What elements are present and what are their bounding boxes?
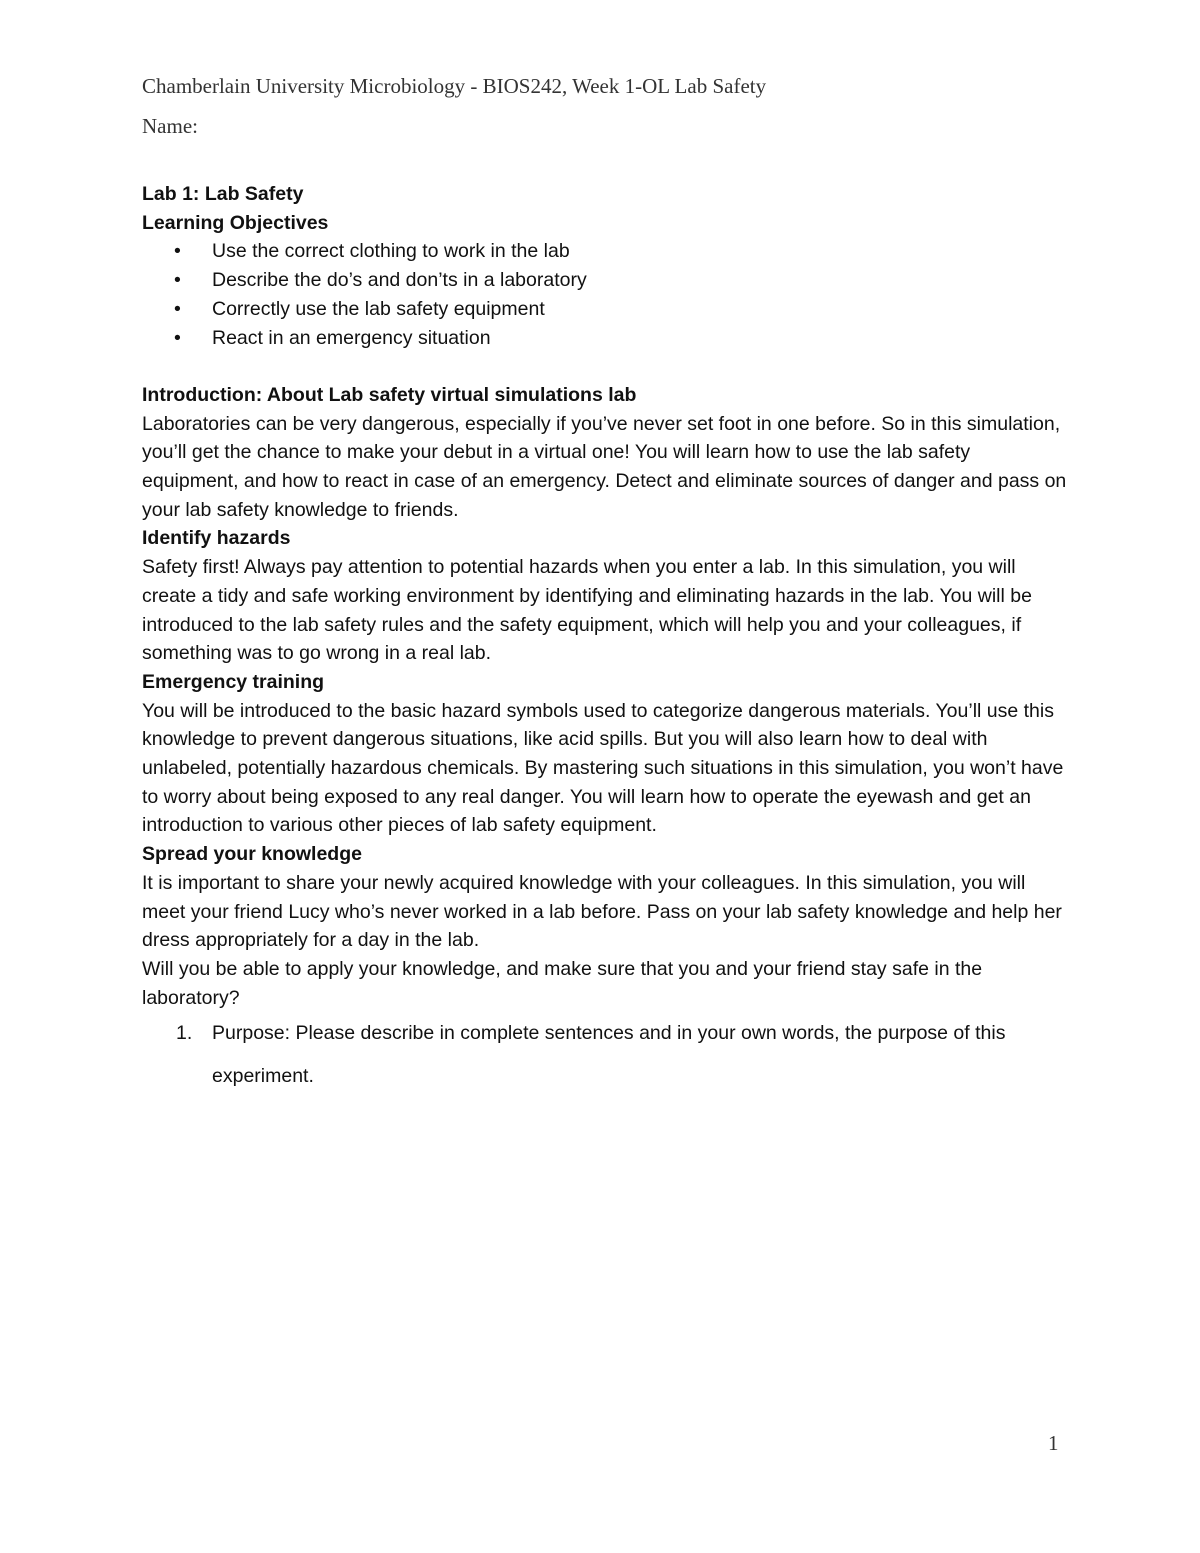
question-text: Purpose: Please describe in complete sentences and in your own words, the purpose of this experiment. [212,1022,1006,1088]
bullet-icon: • [174,297,181,320]
questions-list [142,1012,1072,1098]
objectives-list [142,237,1072,352]
intro-heading: Introduction: About Lab safety virtual simulations lab [142,383,637,406]
document-body [142,180,1072,1098]
bullet-icon: • [174,240,181,263]
list-item: • Use the correct clothing to work in the lab [142,237,1072,266]
list-item: • Correctly use the lab safety equipment [142,295,1072,324]
bullet-icon: • [174,269,181,292]
spread-paragraph: It is important to share your newly acquired knowledge with your colleagues. In this simulation, you will meet your friend Lucy who’s never worked in a lab before. Pass on your lab safety knowledge and help her dress appropriately for a day in the lab. [142,871,1062,952]
name-label: Name: [142,114,198,138]
document-title: Lab 1: Lab Safety [142,183,304,205]
question-number: 1. [176,1022,193,1045]
question-item [142,1012,1072,1098]
bullet-icon: • [174,326,181,349]
hazards-paragraph: Safety first! Always pay attention to potential hazards when you enter a lab. In this simulation, you will create a tidy and safe working environment by identifying and eliminating hazards in the lab. You will be introduced to the lab safety rules and the safety equipment, which will help you and your colleagues, if something was to go wrong in a real lab. [142,556,1032,665]
intro-paragraph: Laboratories can be very dangerous, especially if you’ve never set foot in one before. So in this simulation, you’ll get the chance to make your debut in a virtual one! You will learn how to use the lab safety equipment, and how to react in case of an emergency. Detect and eliminate sources of danger and pass on your lab safety knowledge to friends. [142,412,1067,521]
page-number: 1 [1048,1431,1059,1455]
list-item: • Describe the do’s and don’ts in a laboratory [142,266,1072,295]
hazards-heading: Identify hazards [142,527,291,550]
list-item: • React in an emergency situation [142,324,1072,353]
emergency-heading: Emergency training [142,670,325,693]
objectives-heading: Learning Objectives [142,211,329,234]
spread-heading: Spread your knowledge [142,843,362,866]
course-header: Chamberlain University Microbiology - BIOS242, Week 1-OL Lab Safety [142,74,767,98]
emergency-paragraph: You will be introduced to the basic hazard symbols used to categorize dangerous materials. You’ll use this knowledge to prevent dangerous situations, like acid spills. But you will also learn how to deal with unlabeled, potentially hazardous chemicals. By mastering such situations in this simulation, you won’t have to worry about being exposed to any real danger. You will learn how to operate the eyewash and get an introduction to various other pieces of lab safety equipment. [142,699,1064,837]
closing-question: Will you be able to apply your knowledge, and make sure that you and your friend stay safe in the laboratory? [142,957,983,1009]
